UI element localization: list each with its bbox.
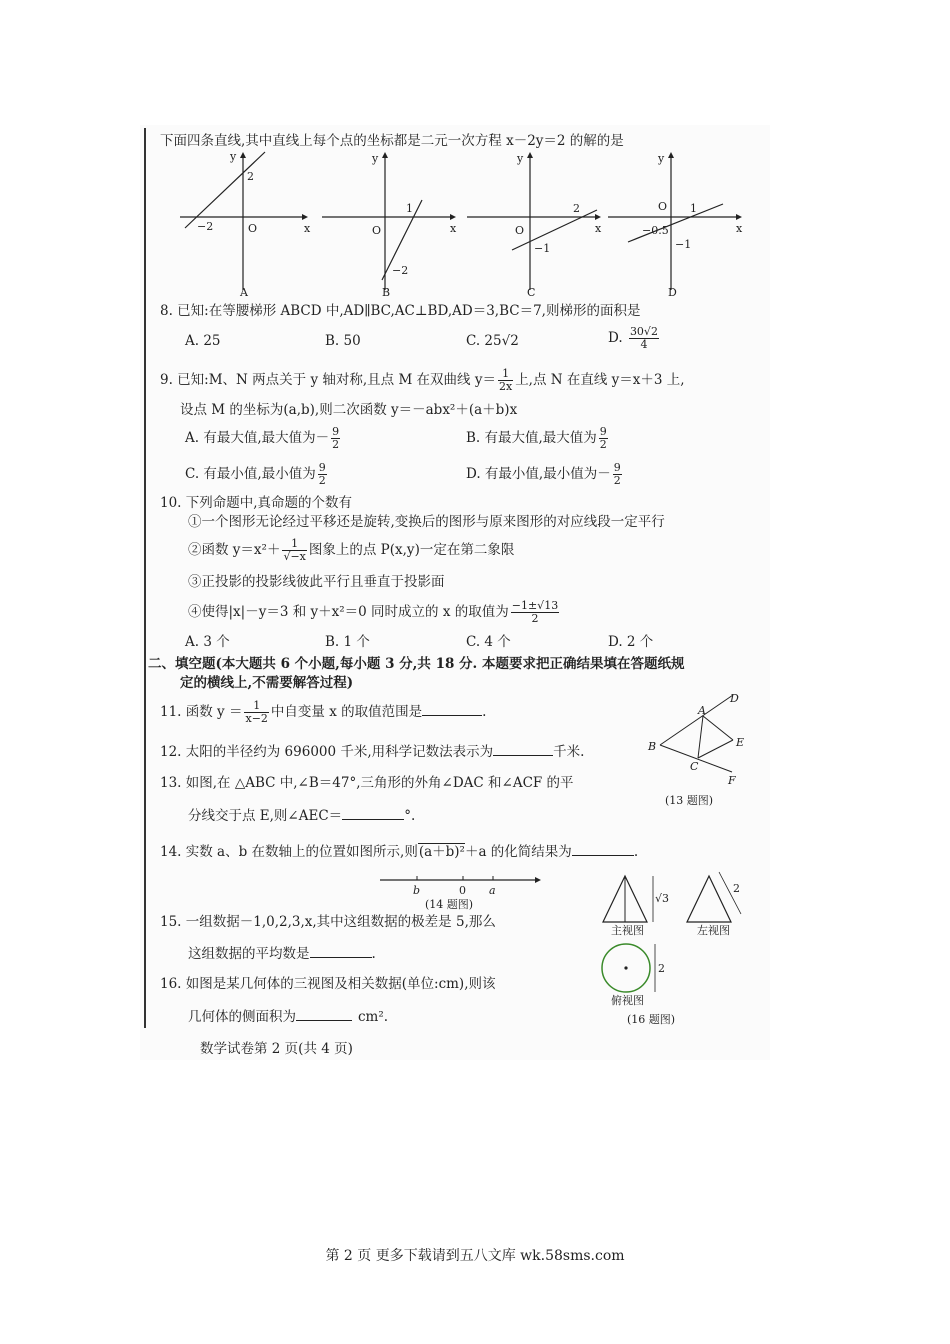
q12-a: 12. 太阳的半径约为 696000 千米,用科学记数法表示为: [160, 744, 494, 760]
q7c-o: O: [515, 224, 525, 237]
q8-d-den: 4: [640, 338, 648, 351]
q13-label-b: B: [648, 740, 657, 753]
q13-label-d: D: [730, 692, 739, 705]
exam-page-label: 数学试卷第 2 页(共 4 页): [200, 1041, 353, 1057]
q16-view-left: 左视图: [697, 924, 730, 937]
q11-den: x−2: [245, 712, 268, 725]
q11-a: 11. 函数 y ＝: [160, 704, 243, 720]
q7d-y: y: [658, 152, 665, 165]
q9-opt-c: [185, 462, 329, 487]
q15-line2: [188, 943, 376, 963]
q16-view-top: 俯视图: [611, 994, 644, 1007]
q7a-tick1: −2: [197, 220, 214, 233]
q10-p3: ③正投影的投影线彼此平行且垂直于投影面: [188, 574, 445, 590]
q14: [160, 841, 638, 861]
q8-opt-d-label: D.: [608, 330, 623, 346]
q9-c-den: 2: [318, 474, 326, 487]
q7d-tick1: −0.5: [642, 224, 669, 237]
q7b-x: x: [450, 222, 457, 235]
q7a-y: y: [230, 150, 237, 163]
q10-p4: [188, 600, 561, 625]
q9-line2: 设点 M 的坐标为(a,b),则二次函数 y＝－abx²＋(a＋b)x: [180, 402, 518, 418]
q7a-x: x: [304, 222, 311, 235]
q10-p4-num: −1±√13: [511, 599, 559, 612]
q9-opt-b: [466, 426, 610, 451]
q7c-y: y: [517, 152, 524, 165]
q14-tick-0: 0: [459, 884, 466, 897]
q7b-y: y: [372, 152, 379, 165]
q13-label-c: C: [690, 760, 699, 773]
q7a-o: O: [248, 222, 258, 235]
q7b-tick2: −2: [392, 264, 409, 277]
q7c-tick2: −1: [534, 242, 551, 255]
q9-b-text: B. 有最大值,最大值为: [466, 430, 597, 446]
q11-num: 1: [244, 700, 268, 713]
q10-opt-a: A. 3 个: [185, 634, 230, 650]
q14-tick-a: a: [489, 884, 496, 897]
q16-line2: [188, 1006, 388, 1026]
q9-l1b: 上,点 N 在直线 y＝x＋3 上,: [515, 372, 685, 388]
q16-line1: 16. 如图是某几何体的三视图及相关数据(单位:cm),则该: [160, 976, 496, 992]
q7d-x: x: [736, 222, 743, 235]
q7c-tick1: 2: [573, 202, 580, 215]
q13-label-f: F: [728, 774, 736, 787]
q12: [160, 741, 584, 761]
q11-c: .: [482, 704, 487, 720]
q7-graph-d: [608, 150, 748, 300]
q13-l2b: °.: [404, 808, 416, 824]
q13-label-a: A: [698, 704, 706, 717]
q10-p2: [188, 538, 514, 563]
q8-opt-c: C. 25√2: [466, 333, 519, 349]
section2-heading-2: 定的横线上,不需要解答过程): [180, 675, 354, 691]
q7-graph-b: [322, 150, 457, 300]
q13-answer-blank[interactable]: [342, 805, 404, 820]
q15-answer-blank[interactable]: [310, 943, 372, 958]
q16-dim-sqrt3: √3: [655, 892, 670, 905]
q10-p1: ①一个图形无论经过平移还是旋转,变换后的图形与原来图形的对应线段一定平行: [188, 514, 665, 530]
q7b-o: O: [372, 224, 382, 237]
q13-figure: [640, 690, 760, 810]
q7-graph-a: [180, 150, 310, 300]
q8-stem: 8. 已知:在等腰梯形 ABCD 中,AD∥BC,AC⊥BD,AD＝3,BC＝7,则梯形的面积是: [160, 303, 641, 319]
q7d-label: D: [668, 286, 677, 299]
q7d-tick2: 1: [690, 202, 697, 215]
q9-c-num: 9: [318, 461, 326, 474]
q7b-label: B: [382, 286, 391, 299]
q14-a: 14. 实数 a、b 在数轴上的位置如图所示,则: [160, 844, 418, 860]
q16-dim-left: 2: [733, 882, 740, 895]
q9-line1: [160, 368, 685, 393]
q10-opt-b: B. 1 个: [325, 634, 370, 650]
q15-l2b: .: [371, 946, 376, 962]
q9-d-num: 9: [613, 461, 621, 474]
q7-graph-c: [467, 150, 607, 300]
q12-answer-blank[interactable]: [493, 741, 553, 756]
q9-b-den: 2: [599, 438, 607, 451]
q8-d-num: 30√2: [629, 325, 658, 338]
q10-opt-c: C. 4 个: [466, 634, 511, 650]
q9-d-den: 2: [613, 474, 621, 487]
q9-a-num: 9: [332, 425, 340, 438]
q9-b-num: 9: [599, 425, 607, 438]
q13-l2a: 分线交于点 E,则∠AEC＝: [188, 808, 343, 824]
q7c-x: x: [595, 222, 602, 235]
q13-line1: 13. 如图,在 △ABC 中,∠B＝47°,三角形的外角∠DAC 和∠ACF 的平: [160, 775, 574, 791]
q9-opt-d: [466, 462, 624, 487]
q15-line1: 15. 一组数据－1,0,2,3,x,其中这组数据的极差是 5,那么: [160, 914, 496, 930]
q9-c-text: C. 有最小值,最小值为: [185, 466, 316, 482]
q10-p2-den: √−x: [283, 550, 306, 563]
q9-l1-num: 1: [498, 368, 513, 381]
q14-number-line: [380, 868, 550, 918]
q16-answer-blank[interactable]: [296, 1006, 352, 1021]
q9-d-text: D. 有最小值,最小值为－: [466, 466, 611, 482]
margin-line: [144, 128, 146, 1028]
q13-line2: [188, 805, 415, 825]
q14-caption: (14 题图): [425, 898, 474, 911]
q15-l2a: 这组数据的平均数是: [188, 946, 310, 962]
q14-answer-blank[interactable]: [572, 841, 634, 856]
q12-b: 千米.: [553, 744, 585, 760]
q11-answer-blank[interactable]: [422, 701, 482, 716]
q10-stem: 10. 下列命题中,真命题的个数有: [160, 495, 353, 511]
q10-p4-den: 2: [531, 612, 539, 625]
q8-opt-b: B. 50: [325, 333, 361, 349]
q16-caption: (16 题图): [627, 1013, 676, 1026]
q9-l1a: 9. 已知:M、N 两点关于 y 轴对称,且点 M 在双曲线 y＝: [160, 372, 496, 388]
q14-radical: (a＋b)²: [418, 844, 465, 860]
q14-b: ＋a 的化简结果为: [464, 844, 572, 860]
q13-caption: (13 题图): [665, 794, 714, 807]
q9-l1-den: 2x: [498, 380, 513, 393]
q7b-tick1: 1: [406, 202, 413, 215]
q11-b: 中自变量 x 的取值范围是: [270, 704, 423, 720]
q16-dim-top: 2: [658, 962, 665, 975]
footer-text: 第 2 页 更多下载请到五八文库 wk.58sms.com: [325, 1248, 625, 1264]
q7a-tick2: 2: [247, 170, 254, 183]
q13-label-e: E: [736, 736, 745, 749]
q16-three-views: [595, 868, 770, 1033]
q10-p4a: ④使得|x|－y＝3 和 y＋x²＝0 同时成立的 x 的取值为: [188, 604, 509, 620]
q7a-label: A: [240, 286, 248, 299]
section2-heading-1: 二、填空题(本大题共 6 个小题,每小题 3 分,共 18 分. 本题要求把正确结果填在答题纸规: [148, 656, 685, 672]
q10-p2b: 图象上的点 P(x,y)一定在第二象限: [308, 542, 515, 558]
q16-view-main: 主视图: [611, 924, 644, 937]
q7d-o: O: [658, 200, 668, 213]
q14-tick-b: b: [413, 884, 421, 897]
q8-opt-a: A. 25: [185, 333, 221, 349]
q10-opt-d: D. 2 个: [608, 634, 654, 650]
q11: [160, 700, 486, 725]
q8-opt-d: [608, 326, 661, 351]
q9-a-text: A. 有最大值,最大值为－: [185, 430, 330, 446]
q16-l2b: cm².: [358, 1009, 389, 1025]
q7d-tick3: −1: [675, 238, 692, 251]
q10-p2a: ②函数 y＝x²＋: [188, 542, 281, 558]
q7c-label: C: [527, 286, 536, 299]
q14-c: .: [633, 844, 639, 860]
q9-opt-a: [185, 426, 342, 451]
q7-stem: 下面四条直线,其中直线上每个点的坐标都是二元一次方程 x－2y＝2 的解的是: [160, 133, 624, 149]
q10-p2-num: 1: [282, 538, 306, 551]
q9-a-den: 2: [332, 438, 340, 451]
q16-l2a: 几何体的侧面积为: [188, 1009, 296, 1025]
